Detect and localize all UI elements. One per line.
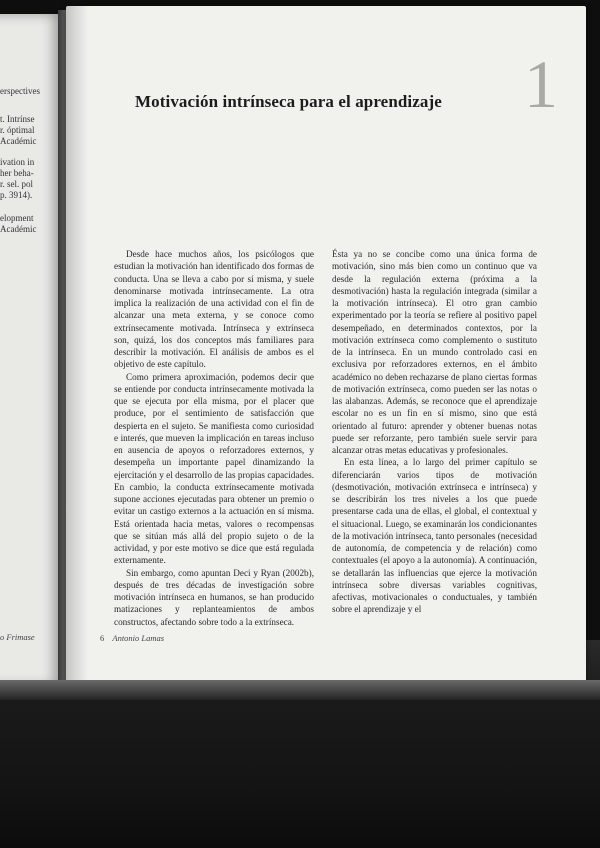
left-page-line: r. sel. pol: [0, 179, 33, 189]
left-page-line: Académic: [0, 136, 37, 146]
left-page-line: r. óptimal: [0, 125, 35, 135]
paragraph: Como primera aproximación, podemos decir que se entiende por conducta intrínsecamente motivada la que se ejecuta por ella misma, por el placer que produce, por el sentimiento de satisfacción que despierta en el sujeto. Se manifiesta como curiosidad e interés, que mueven la implicación en tareas incluso en ausencia de apoyos o reforzadores externos, y desempeña un importante papel dinamizando la ejercitación y el desarrollo de las propias capacidades. En cambio, la conducta extrínsecamente motivada supone acciones ejecutadas para obtener un premio o evitar un castigo externos a la actuación en sí misma. Está orientada hacia metas, valores o recompensas que se sitúan más allá del propio sujeto o de la actividad, y por este motivo se dice que está regulada externamente.: [114, 371, 314, 566]
chapter-number: 1: [524, 46, 558, 122]
left-page-line: her beha-: [0, 168, 34, 178]
text-column-left: [114, 248, 314, 628]
left-page-line: erspectives: [0, 86, 40, 96]
book-page: [66, 6, 586, 690]
paragraph: Desde hace muchos años, los psicólogos que estudian la motivación han identificado dos formas de conducta. Una se lleva a cabo por sí misma, y suele denominarse motivada intrínsecamente. La otra implica la realización de una actividad con el fin de alcanzar una meta externa, y se conoce como extrínsecamente motivada. Intrínseca y extrínseca son, quizá, los dos conceptos más familiares para describir la motivación. El análisis de ambos es el objetivo de este capítulo.: [114, 249, 314, 370]
left-page-line: p. 3914).: [0, 190, 33, 200]
page-number: 6: [100, 633, 105, 643]
page-footer: [100, 633, 164, 643]
left-page-line: ivation in: [0, 157, 35, 167]
left-page-line: elopment: [0, 213, 34, 223]
text-column-right: [332, 248, 537, 616]
left-page-line: Académic: [0, 224, 37, 234]
paragraph: Ésta ya no se concibe como una única forma de motivación, sino más bien como un continuo que va desde la regulación externa (próxima a la desmotivación) hasta la regulación integrada (similar a la motivación intrínseca). El otro gran cambio experimentado por la teoría se refiere al positivo papel desempeñado, en determinados contextos, por la motivación extrínseca como complemento o sustituto de la intrínseca. En un mundo controlado casi en exclusiva por reforzadores externos, en el ámbito académico no deben rechazarse de plano ciertas formas de motivación extrínseca, como pueden ser las notas o las alabanzas. Además, se reconoce que el aprendizaje escolar no es un fin en sí mismo, sino que está orientado al futuro: aprender y obtener buenas notas puede ser reforzante, pero también suele servir para alcanzar otras metas educativas y profesionales.: [332, 249, 537, 455]
footer-author: Antonio Lamas: [112, 633, 165, 643]
paragraph: En esta línea, a lo largo del primer capítulo se diferenciarán varios tipos de motivación (desmotivación, motivación extrínseca e intrínseca) y se describirán los tres niveles a los que puede presentarse cada una de ellas, el global, el contextual y el situacional. Luego, se examinarán los condicionantes de la motivación intrínseca, tanto personales (necesidad de autonomía, de competencia y de relación) como contextuales (el apoyo a la autonomía). A continuación, se detallarán las influencias que ejerce la motivación intrínseca sobre diversas variables cognitivas, afectivas, motivacionales o conductuales, y también sobre el aprendizaje y el: [332, 457, 537, 615]
previous-page: [0, 14, 62, 686]
left-page-line: t. Intrínse: [0, 114, 35, 124]
chapter-title: Motivación intrínseca para el aprendizaje: [135, 92, 442, 111]
paragraph: Sin embargo, como apuntan Deci y Ryan (2002b), después de tres décadas de investigación sobre motivación intrínseca en humanos, se han producido matizaciones y replanteamientos de ambos constructos, afectando sobre todo a la extrínseca.: [114, 567, 314, 627]
left-page-footer: o Frimase: [0, 632, 35, 642]
book-binding-shadow: [0, 680, 600, 700]
